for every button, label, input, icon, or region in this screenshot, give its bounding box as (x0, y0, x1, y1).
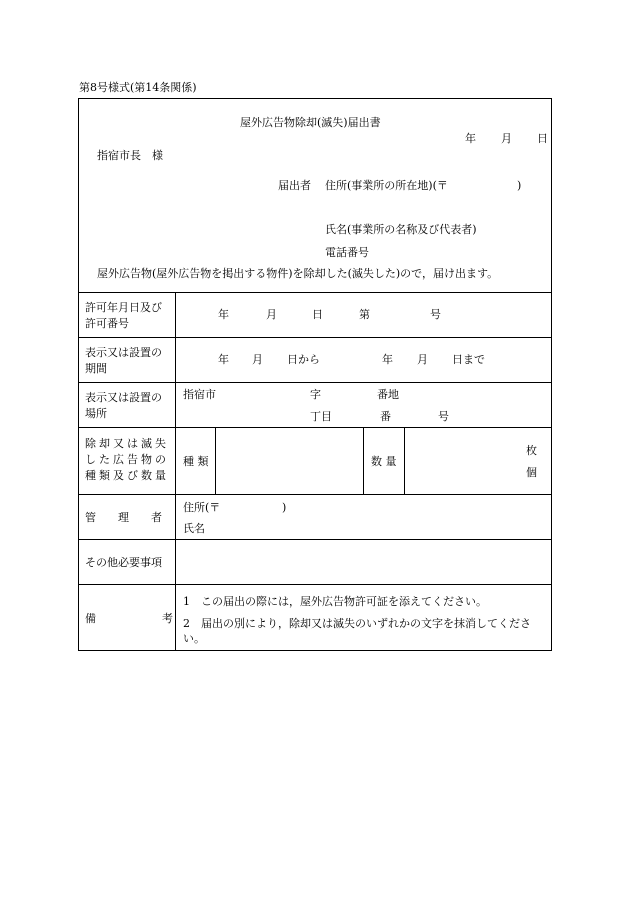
location-aza: 字 (310, 388, 321, 401)
row-divider (79, 292, 551, 293)
unit-mai: 枚 (526, 444, 537, 457)
manager-name: 氏名 (183, 522, 205, 535)
period-from-year: 年 (218, 353, 229, 366)
date-day-label: 日 (537, 132, 548, 145)
manager-label: 管 理 者 (85, 511, 162, 524)
row-divider (79, 427, 551, 428)
manager-address: 住所(〒 (183, 501, 221, 514)
location-ban: 番 (380, 410, 391, 423)
location-banchi: 番地 (377, 388, 399, 401)
applicant-name-label: 氏名(事業所の名称及び代表者) (325, 223, 477, 236)
remarks-label-left: 備 (85, 612, 96, 625)
date-month-label: 月 (501, 132, 512, 145)
permit-day: 日 (312, 308, 323, 321)
form-title: 屋外広告物除却(滅失)届出書 (240, 116, 381, 129)
notification-statement: 屋外広告物(屋外広告物を掲出する物件)を除却した(滅失した)ので，届け出ます。 (97, 267, 499, 280)
label-column-divider (175, 292, 176, 650)
kind-label: 種 類 (183, 455, 209, 468)
notification-form (78, 98, 552, 651)
remarks-note-2-cont: い。 (183, 632, 205, 645)
remarks-note-1: 1 この届出の際には，屋外広告物許可証を添えてください。 (183, 595, 487, 608)
permit-label: 許可年月日及び 許可番号 (85, 301, 162, 330)
row-divider (79, 382, 551, 383)
period-to-month: 月 (417, 353, 428, 366)
period-from-month: 月 (252, 353, 263, 366)
remarks-label-right: 考 (162, 612, 173, 625)
applicant-address-label: 住所(事業所の所在地)(〒 (325, 179, 448, 192)
period-to-day: 日まで (452, 353, 485, 366)
applicant-phone-label: 電話番号 (325, 246, 369, 259)
row-divider (79, 494, 551, 495)
permit-dai: 第 (359, 308, 370, 321)
other-matters-label: その他必要事項 (85, 556, 162, 569)
location-go: 号 (438, 410, 449, 423)
period-from-day: 日から (287, 353, 320, 366)
kind-quantity-label: 除却又は滅失 した広告物の 種類及び数量 (85, 437, 169, 482)
addressee: 指宿市長 様 (97, 149, 163, 162)
permit-month: 月 (266, 308, 277, 321)
applicant-address-close: ) (517, 179, 522, 192)
quantity-label: 数 量 (371, 455, 397, 468)
applicant-label: 届出者 (278, 179, 311, 192)
period-label: 表示又は設置の 期間 (85, 346, 162, 375)
form-number-label: 第8号様式(第14条関係) (79, 81, 197, 94)
permit-year: 年 (218, 308, 229, 321)
qty-cell-divider (404, 427, 405, 494)
location-city: 指宿市 (183, 388, 216, 401)
manager-address-close: ) (282, 501, 287, 514)
unit-ko: 個 (526, 466, 537, 479)
date-year-label: 年 (465, 132, 476, 145)
kind-value-divider (363, 427, 364, 494)
row-divider (79, 539, 551, 540)
location-label: 表示又は設置の 場所 (85, 391, 162, 420)
row-divider (79, 584, 551, 585)
period-to-year: 年 (382, 353, 393, 366)
remarks-note-2: 2 届出の別により，除却又は滅失のいずれかの文字を抹消してくださ (183, 617, 531, 630)
location-chome: 丁目 (310, 410, 332, 423)
row-divider (79, 337, 551, 338)
kind-cell-divider (215, 427, 216, 494)
permit-go: 号 (430, 308, 441, 321)
